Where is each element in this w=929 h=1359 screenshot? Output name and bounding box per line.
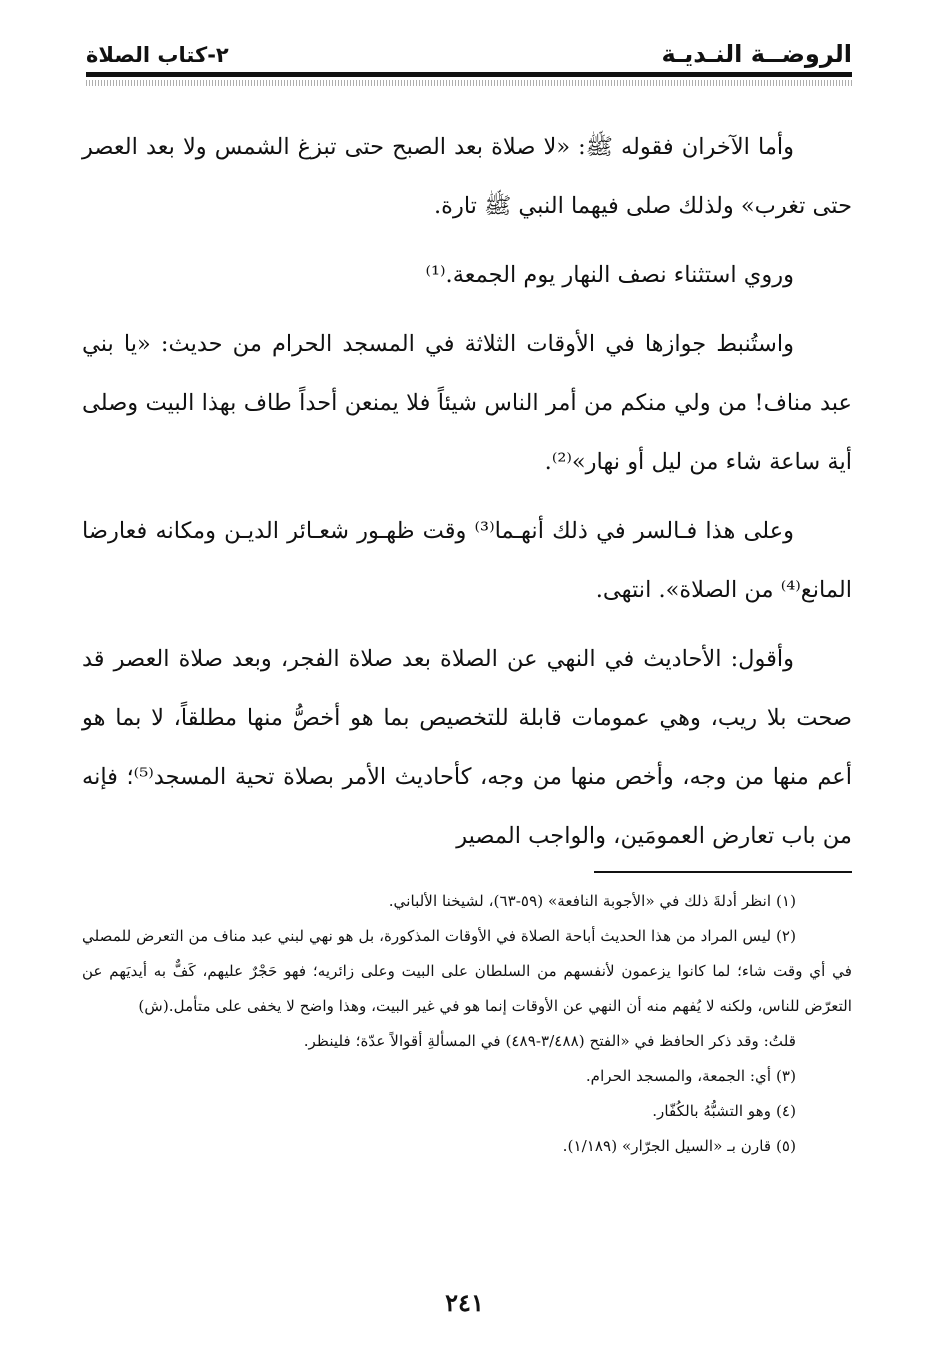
footnote-1: (١) انظر أدلةَ ذلك في «الأجوبة النافعة» (٥٩-٦٣)، لشيخنا الألباني. [388, 892, 796, 910]
footnote-3: (٣) أي: الجمعة، والمسجد الحرام. [585, 1067, 796, 1085]
footnote-5: (٥) قارن بـ «السيل الجرّار» (١/١٨٩). [562, 1137, 796, 1155]
paragraph-2: وروي استثناء نصف النهار يوم الجمعة.⁽¹⁾ [425, 262, 794, 288]
book-title: الروضــة النـديـة [661, 40, 852, 68]
paragraph-3: واستُنبط جوازها في الأوقات الثلاثة في المسجد الحرام من حديث: «يا بني عبد مناف! من ولي منكم من أمر الناس شيئاً فلا يمنعن أحداً طاف بهذا البيت وصلى أية ساعة شاء من ليل أو نهار»⁽²⁾. [82, 331, 852, 475]
main-text [82, 118, 852, 876]
header-rule [86, 72, 852, 77]
running-header [86, 32, 852, 72]
page-number: ٢٤١ [445, 1288, 484, 1317]
header-rule-dotted [86, 80, 852, 86]
footnote-2-addendum: قلتُ: وقد ذكر الحافظ في «الفتح (٣/٤٨٨-٤٨٩) في المسألةِ أقوالاً عدّة؛ فلينظر. [303, 1032, 796, 1050]
chapter-title: ٢-كتاب الصلاة [86, 43, 229, 67]
footnote-separator [594, 871, 852, 873]
paragraph-5: وأقول: الأحاديث في النهي عن الصلاة بعد صلاة الفجر، وبعد صلاة العصر قد صحت بلا ريب، وهي عمومات قابلة للتخصيص بما هو أخصُّ منها مطلقاً، لا بما هو أعم منها من وجه، وأخص منها من وجه، كأحاديث الأمر بصلاة تحية المسجد⁽⁵⁾؛ فإنه من باب تعارض العمومَين، والواجب المصير [82, 646, 852, 849]
footnote-4: (٤) وهو التشبُّهُ بالكُفّار. [652, 1102, 796, 1120]
paragraph-4: وعلى هذا فـالسر في ذلك أنهـما⁽³⁾ وقت ظهـور شعـائر الديـن ومكانه فعارضا المانع⁽⁴⁾ من الصلاة». انتهى. [82, 518, 852, 603]
footnote-2: (٢) ليس المراد من هذا الحديث أباحة الصلاة في الأوقات المذكورة، بل هو نهي لبني عبد مناف من التعرض للمصلي في أي وقت شاء؛ لما كانوا يزعمون لأنفسهم من السلطان على البيت وعلى زائريه؛ فهو حَجْرٌ عليهم، كَفٌّ به أيديَهم عن التعرّض للناس، ولكنه لا يُفهم منه أن النهي عن الأوقات إنما هو في غير البيت، وهذا واضح لا يخفى على متأمل.(ش) [82, 927, 852, 1015]
paragraph-1: وأما الآخران فقوله ﷺ: «لا صلاة بعد الصبح حتى تبزغ الشمس ولا بعد العصر حتى تغرب» ولذلك صلى فيهما النبي ﷺ تارة. [82, 134, 852, 219]
footnotes [82, 884, 852, 1164]
